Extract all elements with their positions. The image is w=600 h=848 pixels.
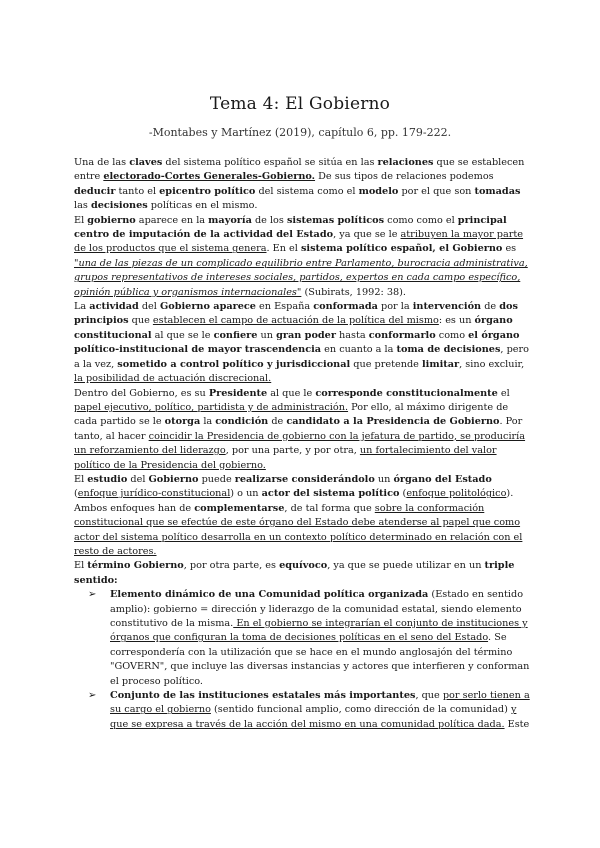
- underlined-text: enfoque politológico: [406, 488, 507, 500]
- text: , ya que se le: [333, 229, 401, 241]
- bold-text: equívoco: [279, 560, 328, 572]
- text: del: [127, 473, 149, 485]
- bold-text: claves: [129, 157, 163, 168]
- bold-text: confiere: [213, 329, 258, 341]
- text: la: [200, 416, 216, 428]
- text: el: [497, 387, 510, 399]
- underlined-text: por serlo tienen a su cargo el gobierno: [110, 690, 530, 716]
- bold-text: tomadas: [474, 185, 521, 197]
- text: las: [74, 200, 91, 212]
- bold-text: epicentro político: [159, 185, 256, 197]
- bold-text: deducir: [74, 185, 116, 197]
- bold-text: conformarlo: [368, 329, 436, 341]
- bold-text: principal centro de imputación de la actividad del Estado: [74, 214, 507, 241]
- paragraph-4: [74, 387, 530, 473]
- bold-text: actividad: [89, 301, 139, 313]
- bold-text: estudio: [87, 473, 128, 485]
- bold-text: sistemas políticos: [286, 214, 385, 226]
- text: El: [74, 214, 88, 226]
- bold-text: Gobierno: [148, 473, 199, 485]
- bold-text: Conjunto de las instituciones estatales más importantes: [110, 690, 416, 702]
- quote-text: "una de las piezas de un complicado equilibrio entre Parlamento, burocracia administrativa, grupos representativos de intereses sociales, partidos, expertos en cada campo específico, opinión pública y organismos internacionales": [74, 257, 528, 298]
- text: , ya que se puede utilizar en un: [327, 560, 485, 572]
- bold-text: gran poder: [276, 329, 336, 341]
- text: políticas en el mismo.: [147, 200, 258, 212]
- bold-text: conformada: [313, 301, 378, 313]
- text: del sistema político español se sitúa en las: [162, 157, 378, 168]
- text: que: [128, 315, 153, 327]
- text: de: [481, 301, 500, 313]
- bold-text: candidato a la Presidencia de Gobierno: [286, 416, 500, 428]
- text: hasta: [335, 329, 369, 341]
- text: al que se le: [151, 329, 214, 341]
- text: (: [74, 488, 78, 500]
- bold-text: decisiones: [90, 200, 148, 212]
- text: de los: [251, 214, 287, 226]
- bold-text: intervención: [412, 301, 482, 313]
- bold-text: el órgano político-institucional de mayor trascendencia: [74, 329, 520, 356]
- page-subtitle: -Montabes y Martínez (2019), capítulo 6, pp. 179-222.: [148, 126, 452, 139]
- bold-text: toma de decisiones: [396, 344, 501, 356]
- text: es: [502, 243, 517, 255]
- text: por el que son: [398, 185, 475, 197]
- text: como como el: [384, 214, 458, 226]
- bold-text: relaciones: [377, 157, 434, 168]
- underlined-text: En el gobierno se integrarían el conjunto de instituciones y órganos que configuran la toma de decisiones políticas en el seno del Estado: [110, 618, 528, 644]
- text: un: [374, 473, 394, 485]
- sense-list: [74, 588, 530, 732]
- underlined-text: un fortalecimiento del valor político de la Presidencia del gobierno.: [74, 445, 497, 471]
- citation: (Subirats, 1992: 38).: [301, 286, 407, 298]
- text: en cuanto a la: [321, 344, 397, 356]
- text: , por una parte, y por otra,: [225, 445, 360, 457]
- bold-text: órgano constitucional: [74, 315, 513, 341]
- bold-text: limitar: [421, 358, 460, 370]
- text: por la: [377, 301, 413, 313]
- bold-text: modelo: [358, 185, 399, 197]
- text: , pero a la vez,: [74, 344, 529, 370]
- page-title: Tema 4: El Gobierno: [209, 94, 391, 114]
- text: Este: [504, 718, 530, 730]
- bold-text: dos principios: [74, 301, 518, 327]
- text: tanto el: [115, 185, 160, 197]
- text: , que: [415, 690, 443, 702]
- list-item: [74, 689, 530, 732]
- underlined-text: y que se expresa a través de la acción del mismo en una comunidad política dada.: [110, 704, 517, 730]
- text: un: [257, 329, 277, 341]
- text: . En el: [266, 243, 301, 255]
- underlined-text: atribuyen la mayor parte de los productos que el sistema genera: [74, 229, 524, 255]
- bold-underlined-text: electorado-Cortes Generales-Gobierno.: [103, 171, 316, 183]
- text: del sistema como el: [255, 185, 359, 197]
- bold-text: actor del sistema político: [261, 488, 400, 500]
- underlined-text: enfoque jurídico-constitucional: [77, 488, 231, 500]
- bold-text: sometido a control político y jurisdiccional: [117, 358, 351, 370]
- paragraph-3: [74, 300, 530, 386]
- text: , sino excluir,: [459, 358, 525, 370]
- text: que pretende: [350, 358, 422, 370]
- document-body: [74, 156, 530, 732]
- text: , por otra parte, es: [183, 560, 280, 572]
- text: . Se correspondería con la utilización que se hace en el mundo anglosajón del término "GOVERN", que incluye las diversas instancias y actores que interfieren y conforman el proceso político.: [110, 632, 530, 687]
- arrow-bullet-icon: ➢: [88, 690, 97, 702]
- text: : es un: [438, 315, 475, 327]
- paragraph-2: [74, 214, 530, 300]
- bold-text: Presidente: [208, 387, 268, 399]
- underlined-text: establecen el campo de actuación de la política del mismo: [152, 315, 439, 327]
- text: del: [138, 301, 160, 313]
- underlined-text: sobre la conformación constitucional que se efectúe de este órgano del Estado debe atenderse al papel que como actor del sistema político desarrolla en un contexto político determinado en relación con el resto de actores.: [74, 502, 523, 557]
- paragraph-6: [74, 559, 530, 588]
- text: El: [74, 473, 88, 485]
- underlined-text: papel ejecutivo, político, partidista y de administración.: [74, 401, 349, 413]
- text: en España: [255, 301, 314, 313]
- text: que se establecen entre: [74, 157, 525, 183]
- text: ). Ambos enfoques han de: [74, 488, 514, 514]
- text: Una de las: [74, 157, 130, 168]
- text: como: [435, 329, 469, 341]
- bold-text: triple sentido:: [74, 560, 515, 586]
- text: . Por tanto, al hacer: [74, 416, 523, 442]
- underlined-text: coincidir la Presidencia de gobierno con la jefatura de partido, se produciría un reforzamiento del liderazgo: [74, 430, 526, 457]
- text: , de tal forma que: [284, 502, 375, 514]
- text: (sentido funcional amplio, como dirección de la comunidad): [210, 704, 511, 716]
- text: (Estado en sentido amplio): gobierno = dirección y liderazgo de la comunidad estatal, siendo elemento constitutivo de la misma.: [110, 589, 524, 629]
- text: puede: [198, 473, 235, 485]
- text: al que le: [267, 387, 316, 399]
- underlined-text: la posibilidad de actuación discrecional.: [74, 373, 272, 385]
- bold-text: sistema político español, el Gobierno: [300, 243, 503, 255]
- bold-text: corresponde constitucionalmente: [315, 387, 498, 399]
- bold-text: Elemento dinámico de una Comunidad política organizada: [110, 589, 429, 601]
- bold-text: término Gobierno: [87, 560, 184, 572]
- text: ) o un: [230, 488, 262, 500]
- text: Por ello, al máximo dirigente de cada partido se le: [74, 401, 509, 428]
- bold-text: condición: [215, 416, 269, 428]
- bold-text: Gobierno aparece: [159, 301, 256, 313]
- paragraph-1: [74, 156, 530, 214]
- text: aparece en la: [135, 214, 209, 226]
- arrow-bullet-icon: ➢: [88, 589, 97, 601]
- list-item: [74, 588, 530, 689]
- bold-text: órgano del Estado: [393, 473, 492, 485]
- bold-text: mayoría: [208, 214, 252, 226]
- bold-text: gobierno: [87, 214, 136, 226]
- text: (: [399, 488, 407, 500]
- bold-text: otorga: [164, 416, 201, 428]
- text: De sus tipos de relaciones podemos: [315, 171, 494, 183]
- text: Dentro del Gobierno, es su: [74, 387, 209, 399]
- paragraph-5: [74, 473, 530, 559]
- bold-text: realizarse considerándolo: [234, 473, 375, 485]
- text: La: [74, 301, 90, 313]
- bold-text: complementarse: [194, 502, 285, 514]
- text: de: [268, 416, 287, 428]
- text: El: [74, 560, 88, 572]
